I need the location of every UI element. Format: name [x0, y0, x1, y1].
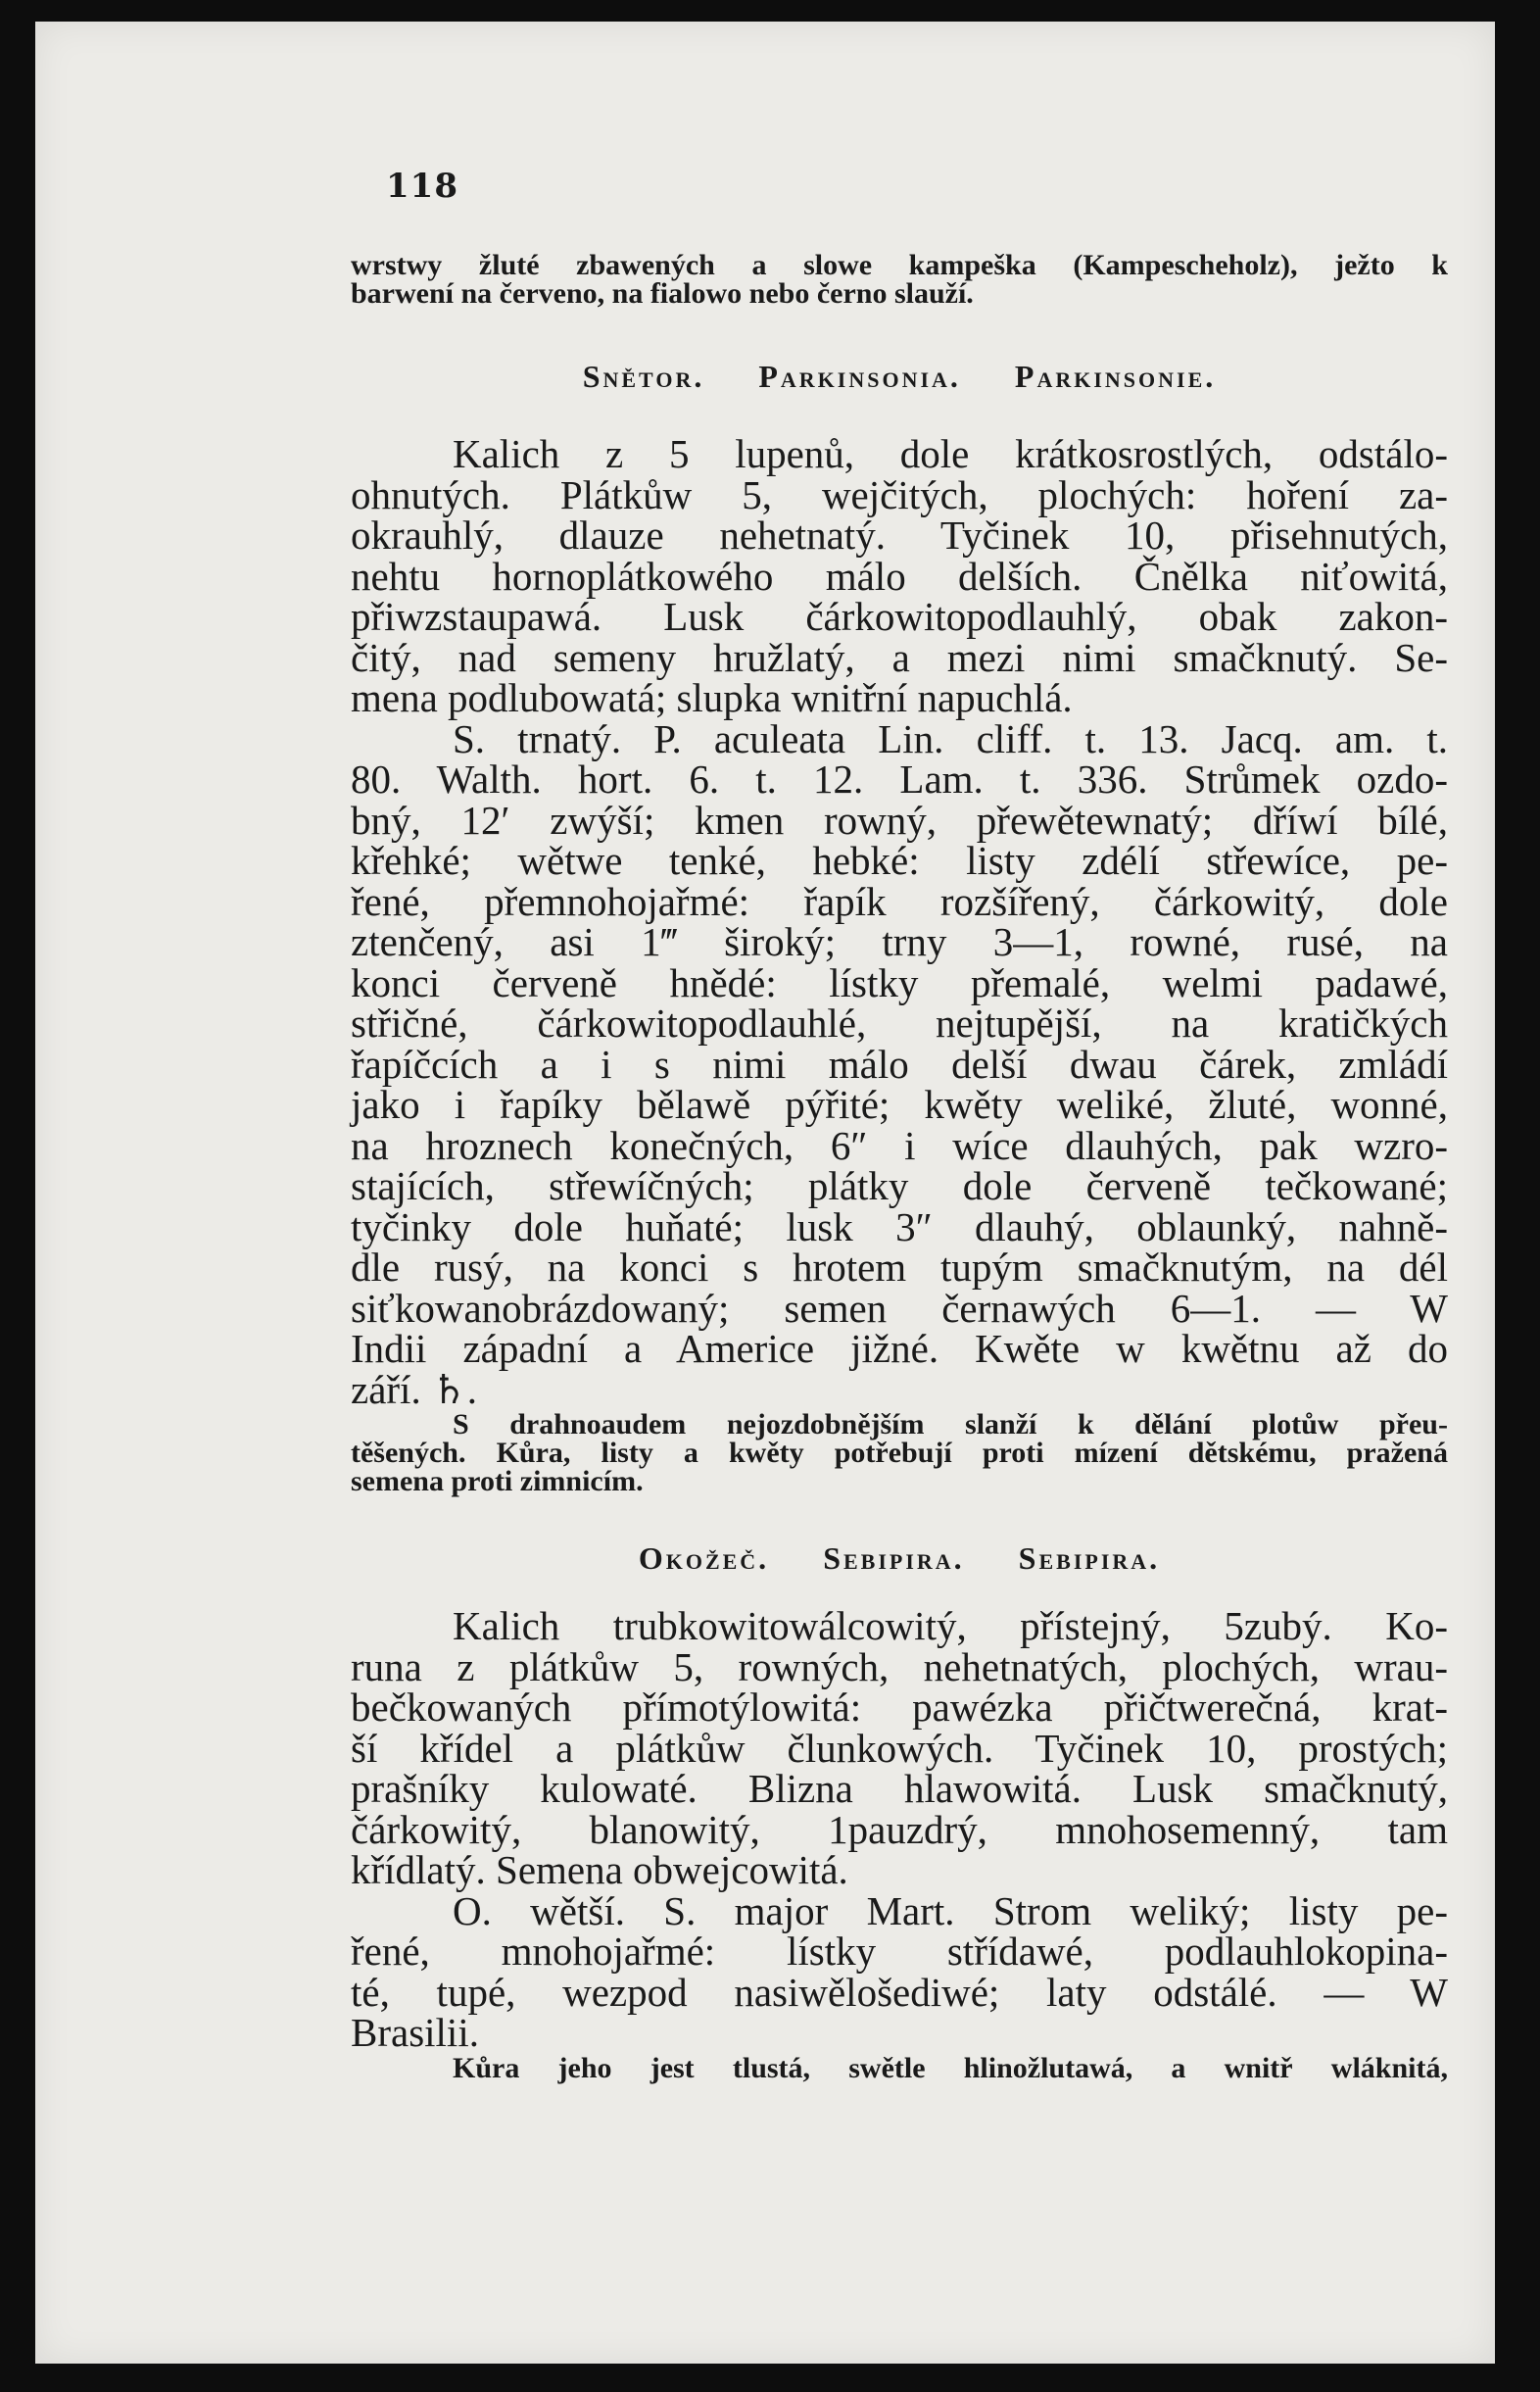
text-line: nehtu hornoplátkowého málo delších. Čnělka niťowitá, [351, 553, 1448, 599]
heading-latin: Parkinsonia. [758, 359, 961, 394]
text-line: čárkowitý, blanowitý, 1pauzdrý, mnohosemenný, tam [351, 1806, 1448, 1852]
heading-german: Parkinsonie. [1014, 359, 1217, 394]
text-line: tyčinky dole huňaté; lusk 3″ dlauhý, oblaunký, nahně- [351, 1203, 1448, 1249]
text-line: runa z plátkůw 5, rowných, nehetnatých, plochých, wrau- [351, 1643, 1448, 1689]
text-line: čitý, nad semeny hružlatý, a mezi nimi smačknutý. Se- [351, 634, 1448, 680]
text-line: konci červeně hnědé: lístky přemalé, welmi padawé, [351, 959, 1448, 1005]
text-line: S. trnatý. P. aculeata Lin. cliff. t. 13. Jacq. am. t. [453, 715, 1448, 761]
text-block [351, 167, 1448, 2082]
text-line: O. wětší. S. major Mart. Strom weliký; listy pe- [453, 1887, 1448, 1933]
text-line: Brasilii. [351, 2010, 479, 2055]
text-line: Kalich z 5 lupenů, dole krátkosrostlých, odstálo- [453, 431, 1448, 476]
text-line: křídlatý. Semena obwejcowitá. [351, 1847, 848, 1892]
text-line: řené, přemnohojařmé: řapík rozšířený, čárkowitý, dole [351, 878, 1448, 924]
text-line: prašníky kulowaté. Blizna hlawowitá. Lusk smačknutý, [351, 1766, 1448, 1811]
text-line: Indii západní a Americe jižné. Kwěte w kwětnu až do [351, 1326, 1448, 1371]
text-line: křehké; wětwe tenké, hebké: listy zdélí střewíce, pe- [351, 838, 1448, 883]
text-line: Kalich trubkowitowálcowitý, přístejný, 5zubý. Ko- [453, 1603, 1448, 1648]
text-line: přiwzstaupawá. Lusk čárkowitopodlauhlý, obak zakon- [351, 594, 1448, 639]
text-line: řapíčcích a i s nimi málo delší dwau čárek, zmládí [351, 1041, 1448, 1087]
heading-latin: Sebipira. [823, 1540, 965, 1576]
text-line: semena proti zimnicím. [351, 1465, 644, 1497]
text-line: ztenčený, asi 1‴ široký; trny 3—1, rowné, rusé, na [351, 919, 1448, 964]
page-number: 118 [386, 167, 458, 206]
text-line: okrauhlý, dlauze nehetnatý. Tyčinek 10, přisehnutých, [351, 513, 1448, 558]
heading-german: Sebipira. [1018, 1540, 1161, 1576]
usage-note [351, 1410, 1448, 1495]
heading-czech: Snětor. [582, 359, 705, 394]
genus-description [351, 1603, 1448, 1892]
book-page [35, 22, 1495, 2364]
text-line: ší křídel a plátkůw člunkowých. Tyčinek 10, prostých; [351, 1725, 1448, 1771]
text-line: 80. Walth. hort. 6. t. 12. Lam. t. 336. Strůmek ozdo- [351, 757, 1448, 802]
text-line: těšených. Kůra, listy a kwěty potřebují proti mízení dětskému, pražená [351, 1437, 1448, 1469]
text-line: střičné, čárkowitopodlauhlé, nejtupější, na kratičkých [351, 1001, 1448, 1046]
text-line: siťkowanobrázdowaný; semen černawých 6—1. — W [351, 1285, 1448, 1331]
text-line: řené, mnohojařmé: lístky střídawé, podlauhlokopina- [351, 1928, 1448, 1974]
intro-paragraph [351, 251, 1448, 308]
text-line: stajících, střewíčných; plátky dole červeně tečkowané; [351, 1163, 1448, 1208]
text-line: Kůra jeho jest tlustá, swětle hlinožlutawá, a wnitř wláknitá, [453, 2051, 1448, 2084]
text-line: ohnutých. Plátkůw 5, wejčitých, plochých: hoření za- [351, 471, 1448, 517]
text-line: jako i řapíky bělawě pýřité; kwěty weliké, žluté, wonné, [351, 1082, 1448, 1127]
heading-czech: Okožeč. [638, 1540, 770, 1576]
text-line: té, tupé, wezpod nasiwělošediwé; laty odstálé. — W [351, 1969, 1448, 2015]
text-line: září. ♄. [351, 1366, 477, 1412]
text-line: wrstwy žluté zbawených a slowe kampeška (Kampescheholz), ježto k [351, 249, 1448, 281]
text-line: na hroznech konečných, 6″ i wíce dlauhých, pak wzro- [351, 1122, 1448, 1168]
species-description [351, 715, 1448, 1412]
text-line: bný, 12′ zwýší; kmen rowný, přewětewnatý; dříwí bílé, [351, 797, 1448, 843]
text-line: mena podlubowatá; slupka wnitřní napuchlá. [351, 675, 1073, 720]
text-line: S drahnoaudem nejozdobnějším slanží k dělání plotůw přeu- [453, 1408, 1448, 1440]
text-line: bečkowaných přímotýlowitá: pawézka přičtwerečná, krat- [351, 1684, 1448, 1730]
genus-description [351, 431, 1448, 720]
genus-heading-sebipira [351, 1540, 1448, 1577]
usage-note [351, 2051, 1448, 2084]
text-line: barwení na červeno, na fialowo nebo černo slauží. [351, 277, 974, 310]
species-description [351, 1887, 1448, 2055]
genus-heading-parkinsonia [351, 359, 1448, 395]
text-line: dle rusý, na konci s hrotem tupým smačknutým, na dél [351, 1245, 1448, 1290]
